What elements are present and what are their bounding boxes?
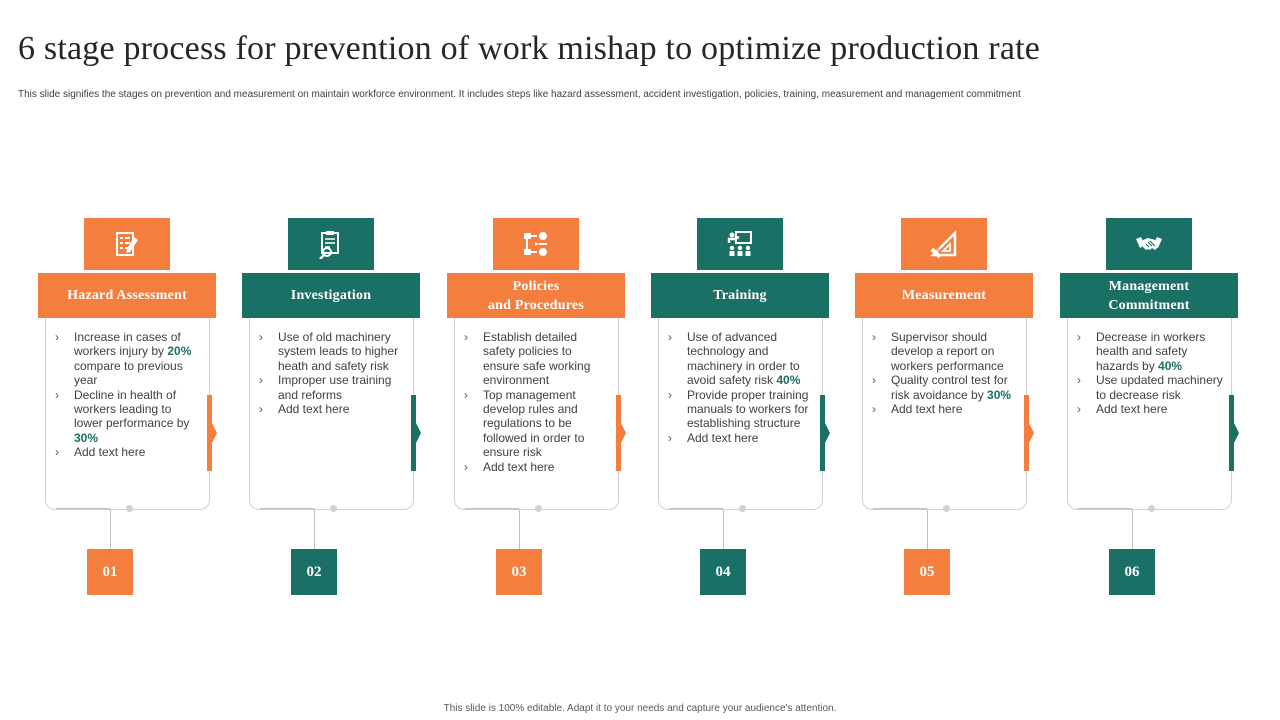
stage-card	[454, 318, 619, 510]
bullet-text: Improper use training and reforms	[278, 373, 392, 402]
stage-bullet	[278, 373, 405, 402]
bullet-text: Add text here	[1096, 402, 1168, 417]
stage-connector-horizontal	[873, 508, 927, 509]
stage-bullet	[278, 402, 405, 416]
stage-bullet	[891, 330, 1018, 373]
stage-bullet-list	[250, 318, 413, 416]
stage-side-arrow-icon	[825, 423, 830, 443]
bullet-text: Provide proper training manuals to workers for establishing structure	[687, 387, 809, 431]
bullet-text: Use of advanced technology and machinery in order to avoid safety risk	[687, 330, 800, 388]
stage-number: 05	[904, 549, 950, 595]
stage-connector-dot	[943, 505, 950, 512]
stage-header	[651, 273, 829, 318]
slide-subtitle: This slide signifies the stages on prevention and measurement on maintain workforce environment. It includes steps like hazard assessment, accident investigation, policies, training, measurement and management commitment	[18, 89, 1021, 100]
stage-card	[45, 318, 210, 510]
stage-connector-vertical	[110, 509, 111, 549]
bullet-text: Quality control test for risk avoidance by	[891, 373, 1008, 402]
stage-connector-dot	[535, 505, 542, 512]
stage-card	[249, 318, 414, 510]
stage-bullet	[74, 445, 201, 459]
stage-connector-dot	[739, 505, 746, 512]
stage-card	[862, 318, 1027, 510]
stage-side-arrow-icon	[1029, 423, 1034, 443]
stage-connector-vertical	[519, 509, 520, 549]
stage-icon-box	[493, 218, 579, 270]
bullet-text: Add text here	[687, 430, 759, 445]
stage-connector-vertical	[723, 509, 724, 549]
handshake-icon	[1134, 229, 1164, 259]
clipboard-magnifier-icon	[316, 229, 346, 259]
checklist-pencil-icon	[112, 229, 142, 259]
stage-2	[242, 218, 432, 598]
process-flow-icon	[521, 229, 551, 259]
stage-title-line2: and Procedures	[487, 297, 584, 313]
stage-connector-dot	[330, 505, 337, 512]
stage-header	[242, 273, 420, 318]
stage-5	[855, 218, 1045, 598]
bullet-text: Supervisor should develop a report on workers performance	[891, 330, 1004, 373]
stage-bullet	[483, 330, 610, 388]
stage-bullet	[1096, 402, 1223, 416]
stage-bullet-list	[863, 318, 1026, 416]
presenter-audience-icon	[725, 229, 755, 259]
stage-side-arrow-icon	[212, 423, 217, 443]
stage-bullet	[687, 330, 814, 388]
slide-title: 6 stage process for prevention of work mishap to optimize production rate	[18, 30, 1041, 67]
bullet-highlight: 30%	[987, 387, 1012, 402]
stage-1	[38, 218, 228, 598]
stage-bullet	[278, 330, 405, 373]
stage-bullet-list	[1068, 318, 1231, 416]
stage-icon-box	[1106, 218, 1192, 270]
stage-6	[1060, 218, 1250, 598]
bullet-text: Add text here	[74, 445, 146, 460]
bullet-text: Establish detailed safety policies to ensure safe working environment	[483, 330, 591, 388]
stage-connector-horizontal	[465, 508, 519, 509]
stage-connector-vertical	[314, 509, 315, 549]
bullet-highlight: 30%	[74, 430, 99, 445]
stage-connector-vertical	[927, 509, 928, 549]
stage-3	[447, 218, 637, 598]
bullet-highlight: 40%	[1158, 358, 1183, 373]
bullet-text: Top management develop rules and regulations to be followed in order to ensure risk	[483, 387, 585, 460]
stage-title-line1: Investigation	[290, 288, 372, 303]
stage-header	[855, 273, 1033, 318]
stage-side-arrow-icon	[416, 423, 421, 443]
bullet-text: Use updated machinery to decrease risk	[1096, 373, 1223, 402]
slide-footer: This slide is 100% editable. Adapt it to your needs and capture your audience's attention.	[443, 703, 837, 714]
bullet-text: Add text here	[483, 459, 555, 474]
stage-title-line1: Hazard Assessment	[67, 288, 187, 303]
stage-title-line1: Policies	[512, 278, 560, 294]
bullet-text: Add text here	[278, 402, 350, 417]
stage-connector-horizontal	[56, 508, 110, 509]
stage-connector-dot	[1148, 505, 1155, 512]
stage-bullet	[483, 460, 610, 474]
stage-bullet	[1096, 330, 1223, 373]
stage-bullet-list	[659, 318, 822, 445]
stage-bullet-list	[455, 318, 618, 474]
stage-bullet	[74, 330, 201, 388]
stage-header	[447, 273, 625, 318]
stage-number: 06	[1109, 549, 1155, 595]
stage-connector-horizontal	[260, 508, 314, 509]
bullet-text: Increase in cases of workers injury by	[74, 330, 181, 359]
stage-connector-horizontal	[669, 508, 723, 509]
stage-title-line1: Management	[1108, 278, 1190, 294]
stage-card	[658, 318, 823, 510]
stage-number: 03	[496, 549, 542, 595]
stage-title-line2: Commitment	[1108, 297, 1190, 313]
bullet-text: Add text here	[891, 402, 963, 417]
stage-title-line1: Measurement	[901, 288, 987, 303]
stage-connector-dot	[126, 505, 133, 512]
stage-side-arrow-icon	[621, 423, 626, 443]
bullet-text: Decline in health of workers leading to lower performance by	[74, 387, 190, 431]
stage-bullet-list	[46, 318, 209, 460]
stage-bullet	[74, 388, 201, 446]
set-square-ruler-icon	[929, 229, 959, 259]
stage-number: 01	[87, 549, 133, 595]
stage-4	[651, 218, 841, 598]
stage-icon-box	[901, 218, 987, 270]
bullet-text: Decrease in workers health and safety hazards by	[1096, 330, 1206, 373]
stage-icon-box	[84, 218, 170, 270]
stage-bullet	[891, 402, 1018, 416]
stage-card	[1067, 318, 1232, 510]
stage-title-line1: Training	[713, 288, 767, 303]
stage-icon-box	[288, 218, 374, 270]
stage-connector-vertical	[1132, 509, 1133, 549]
stage-bullet	[891, 373, 1018, 402]
stage-bullet	[483, 388, 610, 460]
stage-bullet	[687, 431, 814, 445]
stage-bullet	[1096, 373, 1223, 402]
stage-number: 04	[700, 549, 746, 595]
stage-icon-box	[697, 218, 783, 270]
bullet-after: compare to previous year	[74, 358, 183, 388]
stage-connector-horizontal	[1078, 508, 1132, 509]
stage-header	[1060, 273, 1238, 318]
bullet-highlight: 40%	[776, 373, 801, 388]
stage-number: 02	[291, 549, 337, 595]
stage-bullet	[687, 388, 814, 431]
bullet-highlight: 20%	[167, 344, 192, 359]
bullet-text: Use of old machinery system leads to higher heath and safety risk	[278, 330, 399, 373]
stage-header	[38, 273, 216, 318]
stage-side-arrow-icon	[1234, 423, 1239, 443]
